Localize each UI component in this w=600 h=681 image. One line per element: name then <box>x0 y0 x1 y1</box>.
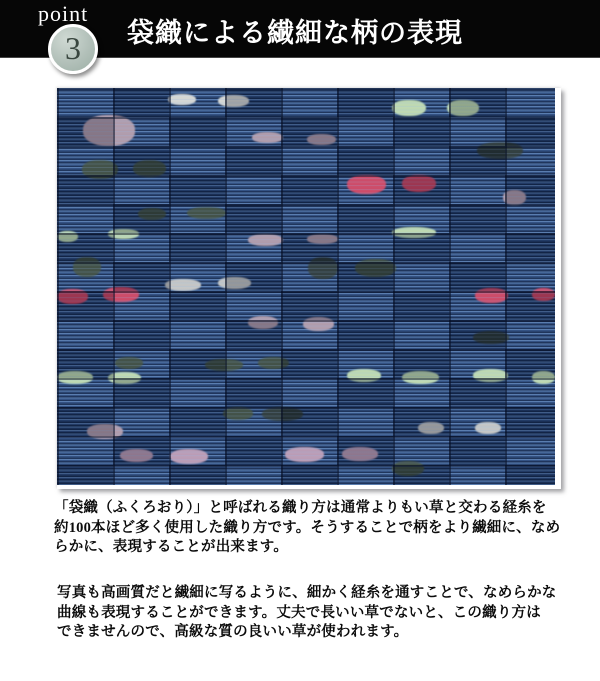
paragraph-line: 写真も高画質だと繊細に写るように、細かく経糸を通すことで、なめらかな <box>57 585 557 601</box>
paragraph-line: 曲線も表現することができます。丈夫で長いい草でないと、この織り方は <box>57 604 541 621</box>
paragraph-line: 「袋織（ふくろおり）」と呼ばれる織り方は通常よりもい草と交わる経糸を <box>54 500 547 516</box>
weave-texture-overlay <box>57 88 555 485</box>
point-label: point <box>38 1 89 26</box>
paragraph-line: らかに、表現することが出来ます。 <box>54 539 289 555</box>
fabric-photo-frame <box>57 88 561 489</box>
banner-title: 袋織による繊細な柄の表現 <box>127 17 463 48</box>
paragraph-fukuro-ori <box>54 499 561 558</box>
paragraph-line: 約100本ほど多く使用した織り方です。そうすることで柄をより繊細に、なめ <box>54 519 561 536</box>
point-number-badge <box>48 24 98 74</box>
paragraph-line: できませんので、高級な質の良いい草が使われます。 <box>57 624 409 640</box>
point-number: 3 <box>65 30 81 66</box>
paragraph-quality <box>57 584 557 643</box>
woven-fabric-image <box>57 88 555 485</box>
